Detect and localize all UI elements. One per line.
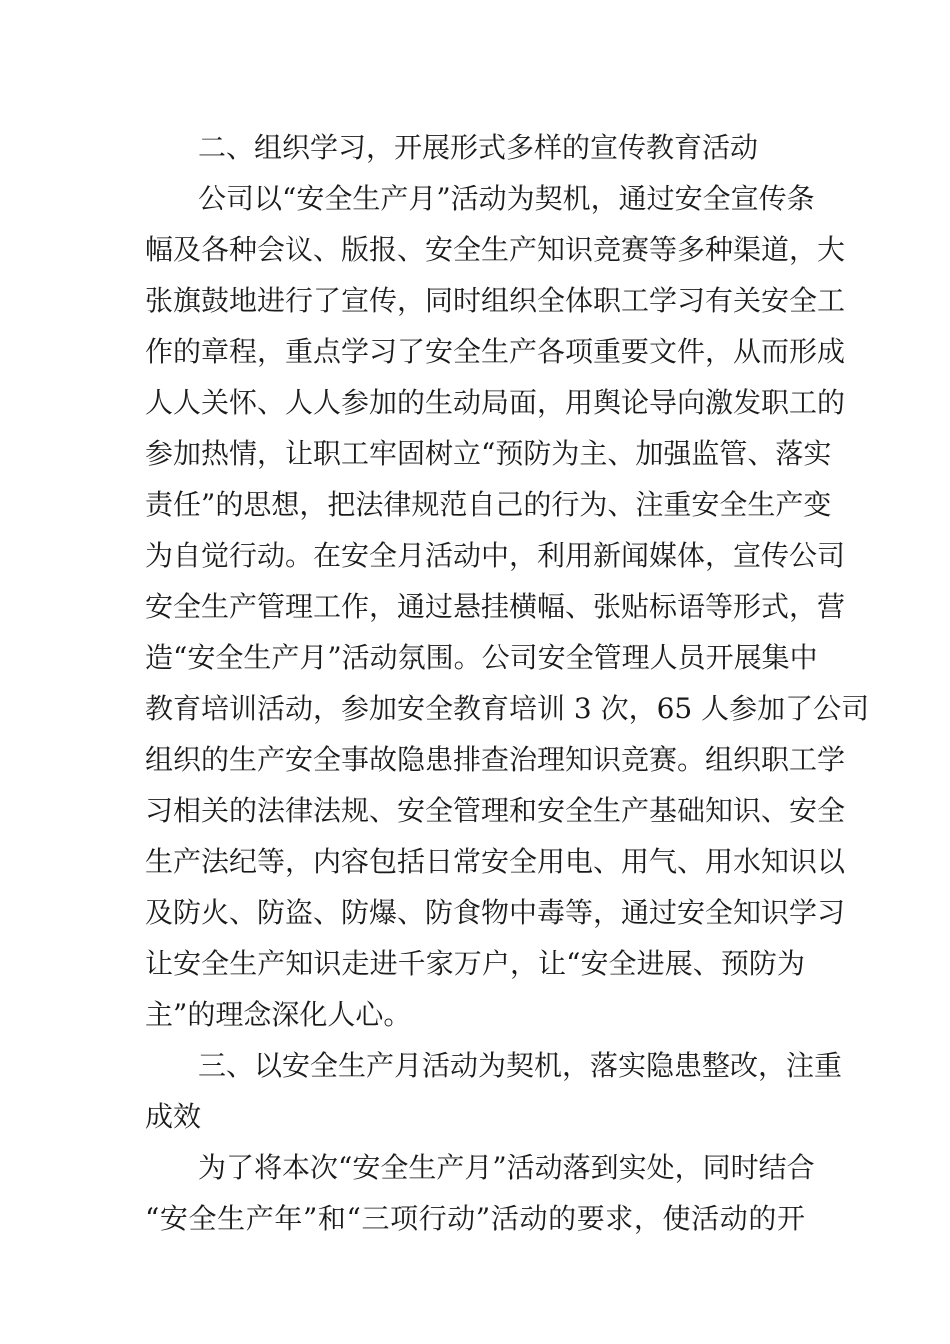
paragraph-line: 张旗鼓地进行了宣传，同时组织全体职工学习有关安全工 [145,284,846,317]
section-heading-2: 二、组织学习，开展形式多样的宣传教育活动 [198,131,759,164]
section-heading-3-cont: 成效 [145,1100,202,1133]
paragraph-line: 公司以“安全生产月”活动为契机，通过安全宣传条 [198,182,815,215]
paragraph-line: 为自觉行动。在安全月活动中，利用新闻媒体，宣传公司 [145,539,846,572]
paragraph-line: 习相关的法律法规、安全管理和安全生产基础知识、安全 [145,794,846,827]
paragraph-line: 责任”的思想，把法律规范自己的行为、注重安全生产变 [145,488,832,521]
paragraph-line: 人人关怀、人人参加的生动局面，用舆论导向激发职工的 [145,386,846,419]
paragraph-line: 让安全生产知识走进千家万户，让“安全进展、预防为 [145,947,805,980]
paragraph-line: “安全生产年”和“三项行动”活动的要求，使活动的开 [145,1202,805,1235]
paragraph-line: 及防火、防盗、防爆、防食物中毒等，通过安全知识学习 [145,896,846,929]
paragraph-line: 教育培训活动，参加安全教育培训 3 次，65 人参加了公司 [145,692,870,725]
paragraph-line-last: 主”的理念深化人心。 [145,998,412,1031]
paragraph-line: 造“安全生产月”活动氛围。公司安全管理人员开展集中 [145,641,818,674]
paragraph-line: 为了将本次“安全生产月”活动落到实处，同时结合 [198,1151,815,1184]
paragraph-line: 幅及各种会议、版报、安全生产知识竞赛等多种渠道，大 [145,233,846,266]
paragraph-line: 组织的生产安全事故隐患排查治理知识竞赛。组织职工学 [145,743,846,776]
paragraph-line: 参加热情，让职工牢固树立“预防为主、加强监管、落实 [145,437,832,470]
paragraph-line: 安全生产管理工作，通过悬挂横幅、张贴标语等形式，营 [145,590,846,623]
paragraph-line: 生产法纪等，内容包括日常安全用电、用气、用水知识以 [145,845,846,878]
section-heading-3: 三、以安全生产月活动为契机，落实隐患整改，注重 [198,1049,843,1082]
paragraph-line: 作的章程，重点学习了安全生产各项重要文件，从而形成 [145,335,846,368]
